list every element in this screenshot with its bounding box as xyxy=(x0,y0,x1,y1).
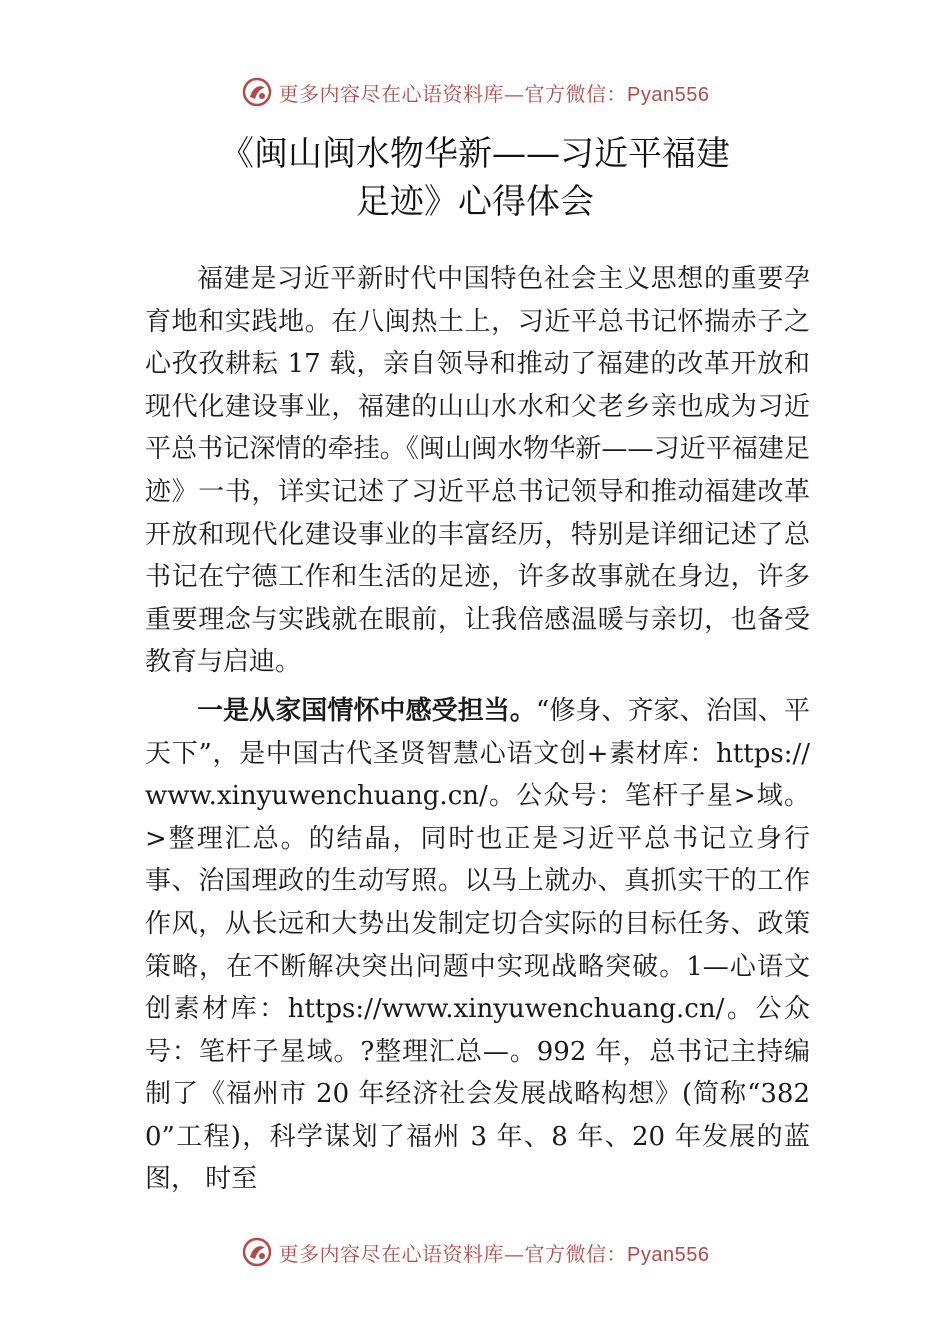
title-line-1: 《闽山闽水物华新——习近平福建 xyxy=(220,134,730,174)
title-line-2: 足迹》心得体会 xyxy=(356,182,594,222)
paragraph-1: 福建是习近平新时代中国特色社会主义思想的重要孕育地和实践地。在八闽热土上，习近平总书记怀揣赤子之心孜孜耕耘 17 载，亲自领导和推动了福建的改革开放和现代化建设事业，福建的山山水水和父老乡亲也成为习近平总书记深情的牵挂。《闽山闽水物华新——习近平福建足迹》一书，详实记述了习近平总书记领导和推动福建改革开放和现代化建设事业的丰富经历，特别是详细记述了总书记在宁德工作和生活的足迹，许多故事就在身边，许多重要理念与实践就在眼前，让我倍感温暖与亲切，也备受教育与启迪。 xyxy=(145,264,810,678)
document-body xyxy=(145,258,810,1201)
footer-banner xyxy=(0,1232,950,1272)
paragraph-2-lead: 一是从家国情怀中感受担当。 xyxy=(197,695,536,726)
paragraph-2-body: “修身、齐家、治国、平天下”，是中国古代圣贤智慧心语文创+素材库：https://www.xinyuwenchuang.cn/。公众号：笔杆子星>域。>整理汇总。的结晶，同时也正是习近平总书记立身行事、治国理政的生动写照。以马上就办、真抓实干的工作作风，从长远和大势出发制定切合实际的目标任务、政策策略，在不断解决突出问题中实现战略突破。1—心语文创素材库：https://www.xinyuwenchuang.cn/。公众号：笔杆子星域。?整理汇总—。992 年，总书记主持编制了《福州市 20 年经济社会发展战略构想》(简称“3820”工程)，科学谋划了福州 3 年、8 年、20 年发展的蓝图， 时至 xyxy=(145,695,810,1195)
banner-label: 更多内容尽在心语资料库—官方微信： xyxy=(278,1241,628,1266)
banner-wechat-id: Pyan556 xyxy=(627,83,710,106)
banner-wechat-id: Pyan556 xyxy=(627,1243,710,1266)
paragraph-2 xyxy=(145,690,810,1201)
banner-text xyxy=(279,78,710,107)
header-banner xyxy=(0,72,950,112)
logo-icon xyxy=(241,76,273,108)
document-title xyxy=(150,130,800,226)
banner-text xyxy=(279,1238,710,1267)
logo-icon xyxy=(241,1236,273,1268)
banner-label: 更多内容尽在心语资料库—官方微信： xyxy=(278,81,628,106)
